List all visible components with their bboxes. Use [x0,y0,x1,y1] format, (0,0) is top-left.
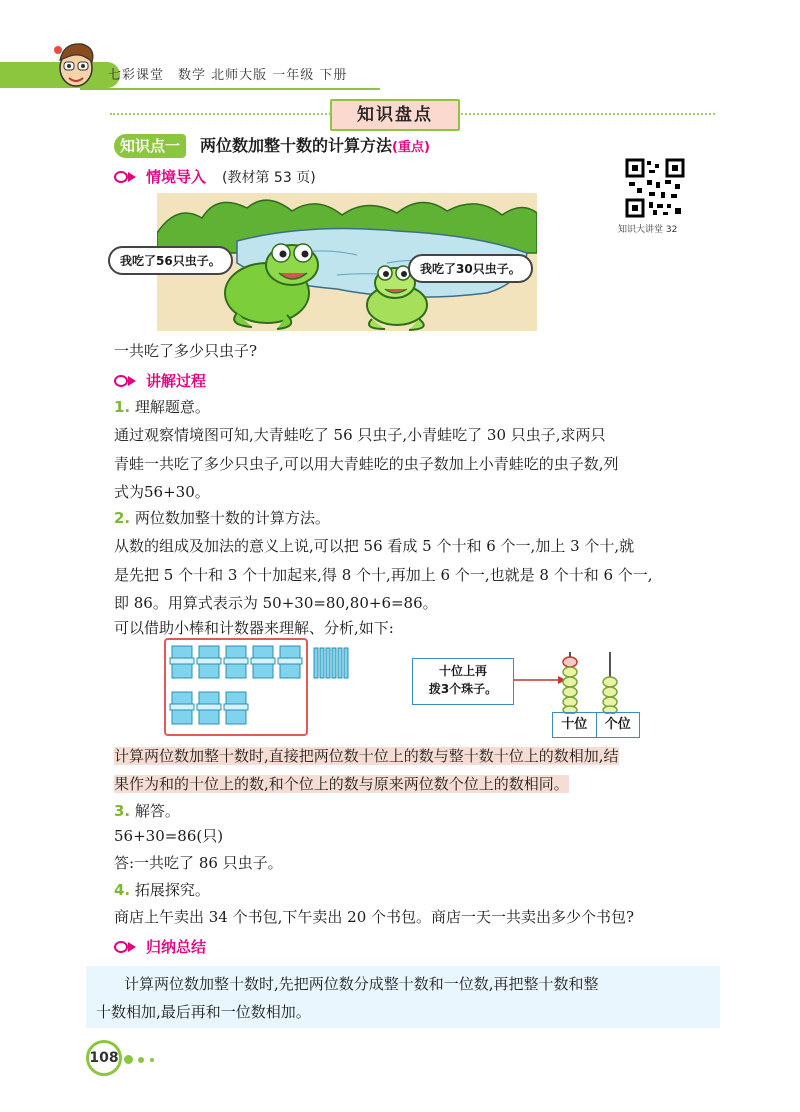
step2-title: 两位数加整十数的计算方法。 [134,509,330,527]
arrow-right-icon [114,941,138,953]
rule-line1-text: 计算两位数加整十数时,直接把两位数十位上的数与整十数十位上的数相加,结 [114,747,619,765]
step1-heading [114,393,210,422]
step1-title: 理解题意。 [134,398,210,416]
knowledge-point-title-text: 两位数加整十数的计算方法 [200,136,393,155]
mascot-icon [52,38,100,94]
rule-line2 [114,770,569,799]
ones-label: 个位 [604,717,631,732]
stick-bundle-icon [170,646,194,678]
step2-line4: 可以借助小棒和计数器来理解、分析,如下: [114,619,394,637]
step4-number: 4. [114,881,131,899]
arrow-right-icon [114,171,138,183]
header-underline [80,88,380,90]
summary-heading [114,936,206,957]
step2-heading [114,504,330,533]
step2-number: 2. [114,509,131,527]
stick-bundle-icon [278,646,302,678]
step3-number: 3. [114,802,131,820]
stick-bundle-icon [251,646,275,678]
stick-bundle-icon [224,646,248,678]
step1-line1: 通过观察情境图可知,大青蛙吃了 56 只虫子,小青蛙吃了 30 只虫子,求两只 [114,426,606,444]
summary-label: 归纳总结 [146,938,207,956]
knowledge-point-tag: 知识点一 [114,134,186,158]
step2-line1: 从数的组成及加法的意义上说,可以把 56 看成 5 个十和 6 个一,加上 3 个十,就 [114,537,635,555]
step2-line2: 是先把 5 个十和 3 个十加起来,得 8 个十,再加上 6 个一,也就是 8 个十和 6 个一, [114,566,653,584]
abacus-note-line1: 十位上再 [438,664,487,678]
abacus-note-line2: 拨3个珠子。 [428,682,498,696]
situation-heading [114,166,316,187]
step4-heading [114,876,210,905]
explain-label: 讲解过程 [146,372,207,390]
arrow-right-icon [114,375,138,387]
section-title: 知识盘点 [330,99,460,131]
stick-bundle-icon [197,646,221,678]
abacus-note-box [412,658,514,705]
step3-equation: 56+30=86(只) [114,827,224,845]
decorative-dot [138,1057,144,1063]
summary-line1: 计算两位数加整十数时,先把两位数分成整十数和一位数,再把整十数和整 [124,975,599,993]
abacus-illustration [514,644,634,714]
knowledge-point-note: (重点) [392,140,430,155]
step4-line1: 商店上午卖出 34 个书包,下午卖出 20 个书包。商店一天一共卖出多少个书包? [114,908,635,926]
speech-bubble-small-frog: 我吃了30只虫子。 [408,254,533,283]
header-series-text: 七彩课堂 数学 北师大版 一年级 下册 [108,68,348,83]
stick-bundle-icon [170,692,194,724]
knowledge-point-title [200,134,430,160]
stick-bundle-icon [224,692,248,724]
step4-title: 拓展探究。 [134,881,210,899]
step1-line2: 青蛙一共吃了多少只虫子,可以用大青蛙吃的虫子数加上小青蛙吃的虫子数,列 [114,455,619,473]
rule-line1 [114,742,619,771]
speech-bubble-big-frog: 我吃了56只虫子。 [108,246,233,275]
page-number: 108 [86,1040,122,1076]
explain-heading [114,370,206,391]
summary-line2: 十数相加,最后再和一位数相加。 [96,1003,311,1021]
sticks-illustration [168,642,358,730]
situation-label: 情境导入 [146,168,207,186]
decorative-dot [150,1058,154,1062]
qr-code-icon [625,158,685,218]
step1-line3: 式为56+30。 [114,483,210,501]
step3-title: 解答。 [134,802,180,820]
qr-caption: 知识大讲堂 32 [618,225,678,235]
situation-question: 一共吃了多少只虫子? [114,342,258,360]
rule-line2-text: 果作为和的十位上的数,和个位上的数与原来两位数个位上的数相同。 [114,775,569,793]
step3-answer: 答:一共吃了 86 只虫子。 [114,854,283,872]
tens-label: 十位 [553,713,597,737]
step1-number: 1. [114,398,131,416]
stick-bundle-icon [197,692,221,724]
decorative-dot [124,1055,133,1064]
step2-line3: 即 86。用算式表示为 50+30=80,80+6=86。 [114,594,438,612]
textbook-ref: (教材第 53 页) [222,169,316,186]
abacus-place-labels [552,712,640,738]
